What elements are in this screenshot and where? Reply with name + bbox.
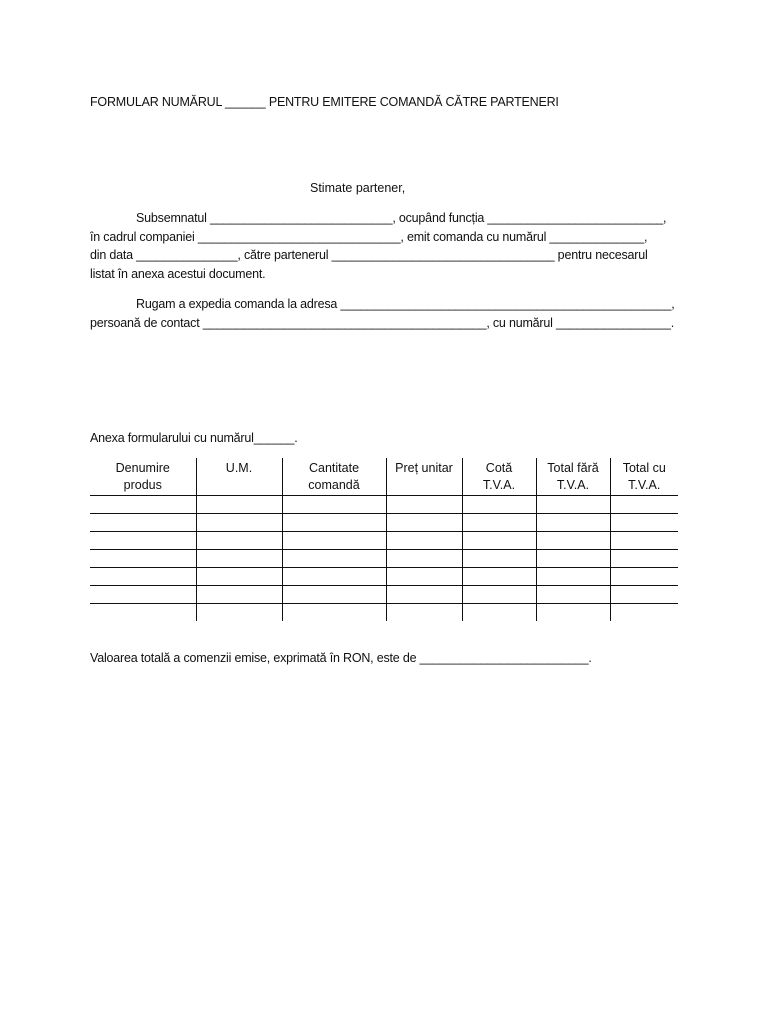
table-cell <box>610 514 678 532</box>
table-header-row <box>90 458 678 496</box>
table-cell <box>462 604 536 622</box>
table-cell <box>196 514 282 532</box>
total-value-line: Valoarea totală a comenzii emise, exprimată în RON, este de _________________________. <box>90 651 592 665</box>
table-cell <box>462 532 536 550</box>
column-header-product: Denumire produs <box>90 458 196 496</box>
table-body <box>90 496 678 622</box>
table-row <box>90 514 678 532</box>
paragraph-text: Subsemnatul ___________________________, ocupând funcția __________________________, <box>136 211 667 225</box>
table-cell <box>90 568 196 586</box>
paragraph-declaration <box>90 209 680 283</box>
table-cell <box>196 604 282 622</box>
table-cell <box>610 496 678 514</box>
paragraph-line: în cadrul companiei ______________________________, emit comanda cu numărul ______________, <box>90 229 648 244</box>
table-cell <box>196 568 282 586</box>
column-header-vat-rate: Cotă T.V.A. <box>462 458 536 496</box>
table-cell <box>386 550 462 568</box>
table-cell <box>196 496 282 514</box>
column-header-unit-price: Preț unitar <box>386 458 462 496</box>
table-row <box>90 604 678 622</box>
paragraph-line <box>90 209 680 228</box>
table-cell <box>282 586 386 604</box>
table-cell <box>196 550 282 568</box>
table-cell <box>536 532 610 550</box>
table-cell <box>282 496 386 514</box>
table-cell <box>386 568 462 586</box>
table-cell <box>536 550 610 568</box>
table-row <box>90 532 678 550</box>
table-cell <box>462 586 536 604</box>
table-cell <box>282 550 386 568</box>
table-cell <box>282 532 386 550</box>
table-cell <box>196 532 282 550</box>
table-cell <box>462 514 536 532</box>
table-cell <box>282 514 386 532</box>
table-cell <box>536 586 610 604</box>
table-cell <box>610 604 678 622</box>
table-cell <box>536 496 610 514</box>
column-header-total-with-vat: Total cu T.V.A. <box>610 458 678 496</box>
table-cell <box>610 550 678 568</box>
table-row <box>90 586 678 604</box>
table-cell <box>90 604 196 622</box>
table-cell <box>90 550 196 568</box>
table-cell <box>386 514 462 532</box>
paragraph-line <box>90 295 680 314</box>
table-cell <box>462 496 536 514</box>
annex-table-container <box>90 458 678 621</box>
column-header-unit: U.M. <box>196 458 282 496</box>
table-cell <box>386 604 462 622</box>
paragraph-text: Rugam a expedia comanda la adresa _________________________________________________, <box>136 297 675 311</box>
table-cell <box>282 604 386 622</box>
table-cell <box>610 586 678 604</box>
paragraph-line: persoană de contact __________________________________________, cu numărul _________________. <box>90 315 675 330</box>
salutation: Stimate partener, <box>310 181 406 195</box>
annex-title: Anexa formularului cu numărul______. <box>90 431 298 445</box>
document-title: FORMULAR NUMĂRUL ______ PENTRU EMITERE COMANDĂ CĂTRE PARTENERI <box>90 95 559 109</box>
table-cell <box>90 586 196 604</box>
table-cell <box>196 586 282 604</box>
paragraph-delivery <box>90 295 680 332</box>
table-cell <box>462 550 536 568</box>
table-row <box>90 568 678 586</box>
table-cell <box>90 496 196 514</box>
table-cell <box>610 532 678 550</box>
table-cell <box>282 568 386 586</box>
table-cell <box>610 568 678 586</box>
column-header-total-without-vat: Total fără T.V.A. <box>536 458 610 496</box>
table-cell <box>90 514 196 532</box>
paragraph-line: listat în anexa acestui document. <box>90 266 266 281</box>
table-cell <box>386 532 462 550</box>
paragraph-line: din data _______________, către partenerul _________________________________ pentru necesarul <box>90 248 648 262</box>
table-row <box>90 496 678 514</box>
table-row <box>90 550 678 568</box>
table-cell <box>462 568 536 586</box>
annex-table <box>90 458 678 621</box>
column-header-quantity: Cantitate comandă <box>282 458 386 496</box>
table-cell <box>386 496 462 514</box>
table-cell <box>536 568 610 586</box>
table-cell <box>536 514 610 532</box>
table-cell <box>90 532 196 550</box>
table-cell <box>536 604 610 622</box>
table-cell <box>386 586 462 604</box>
